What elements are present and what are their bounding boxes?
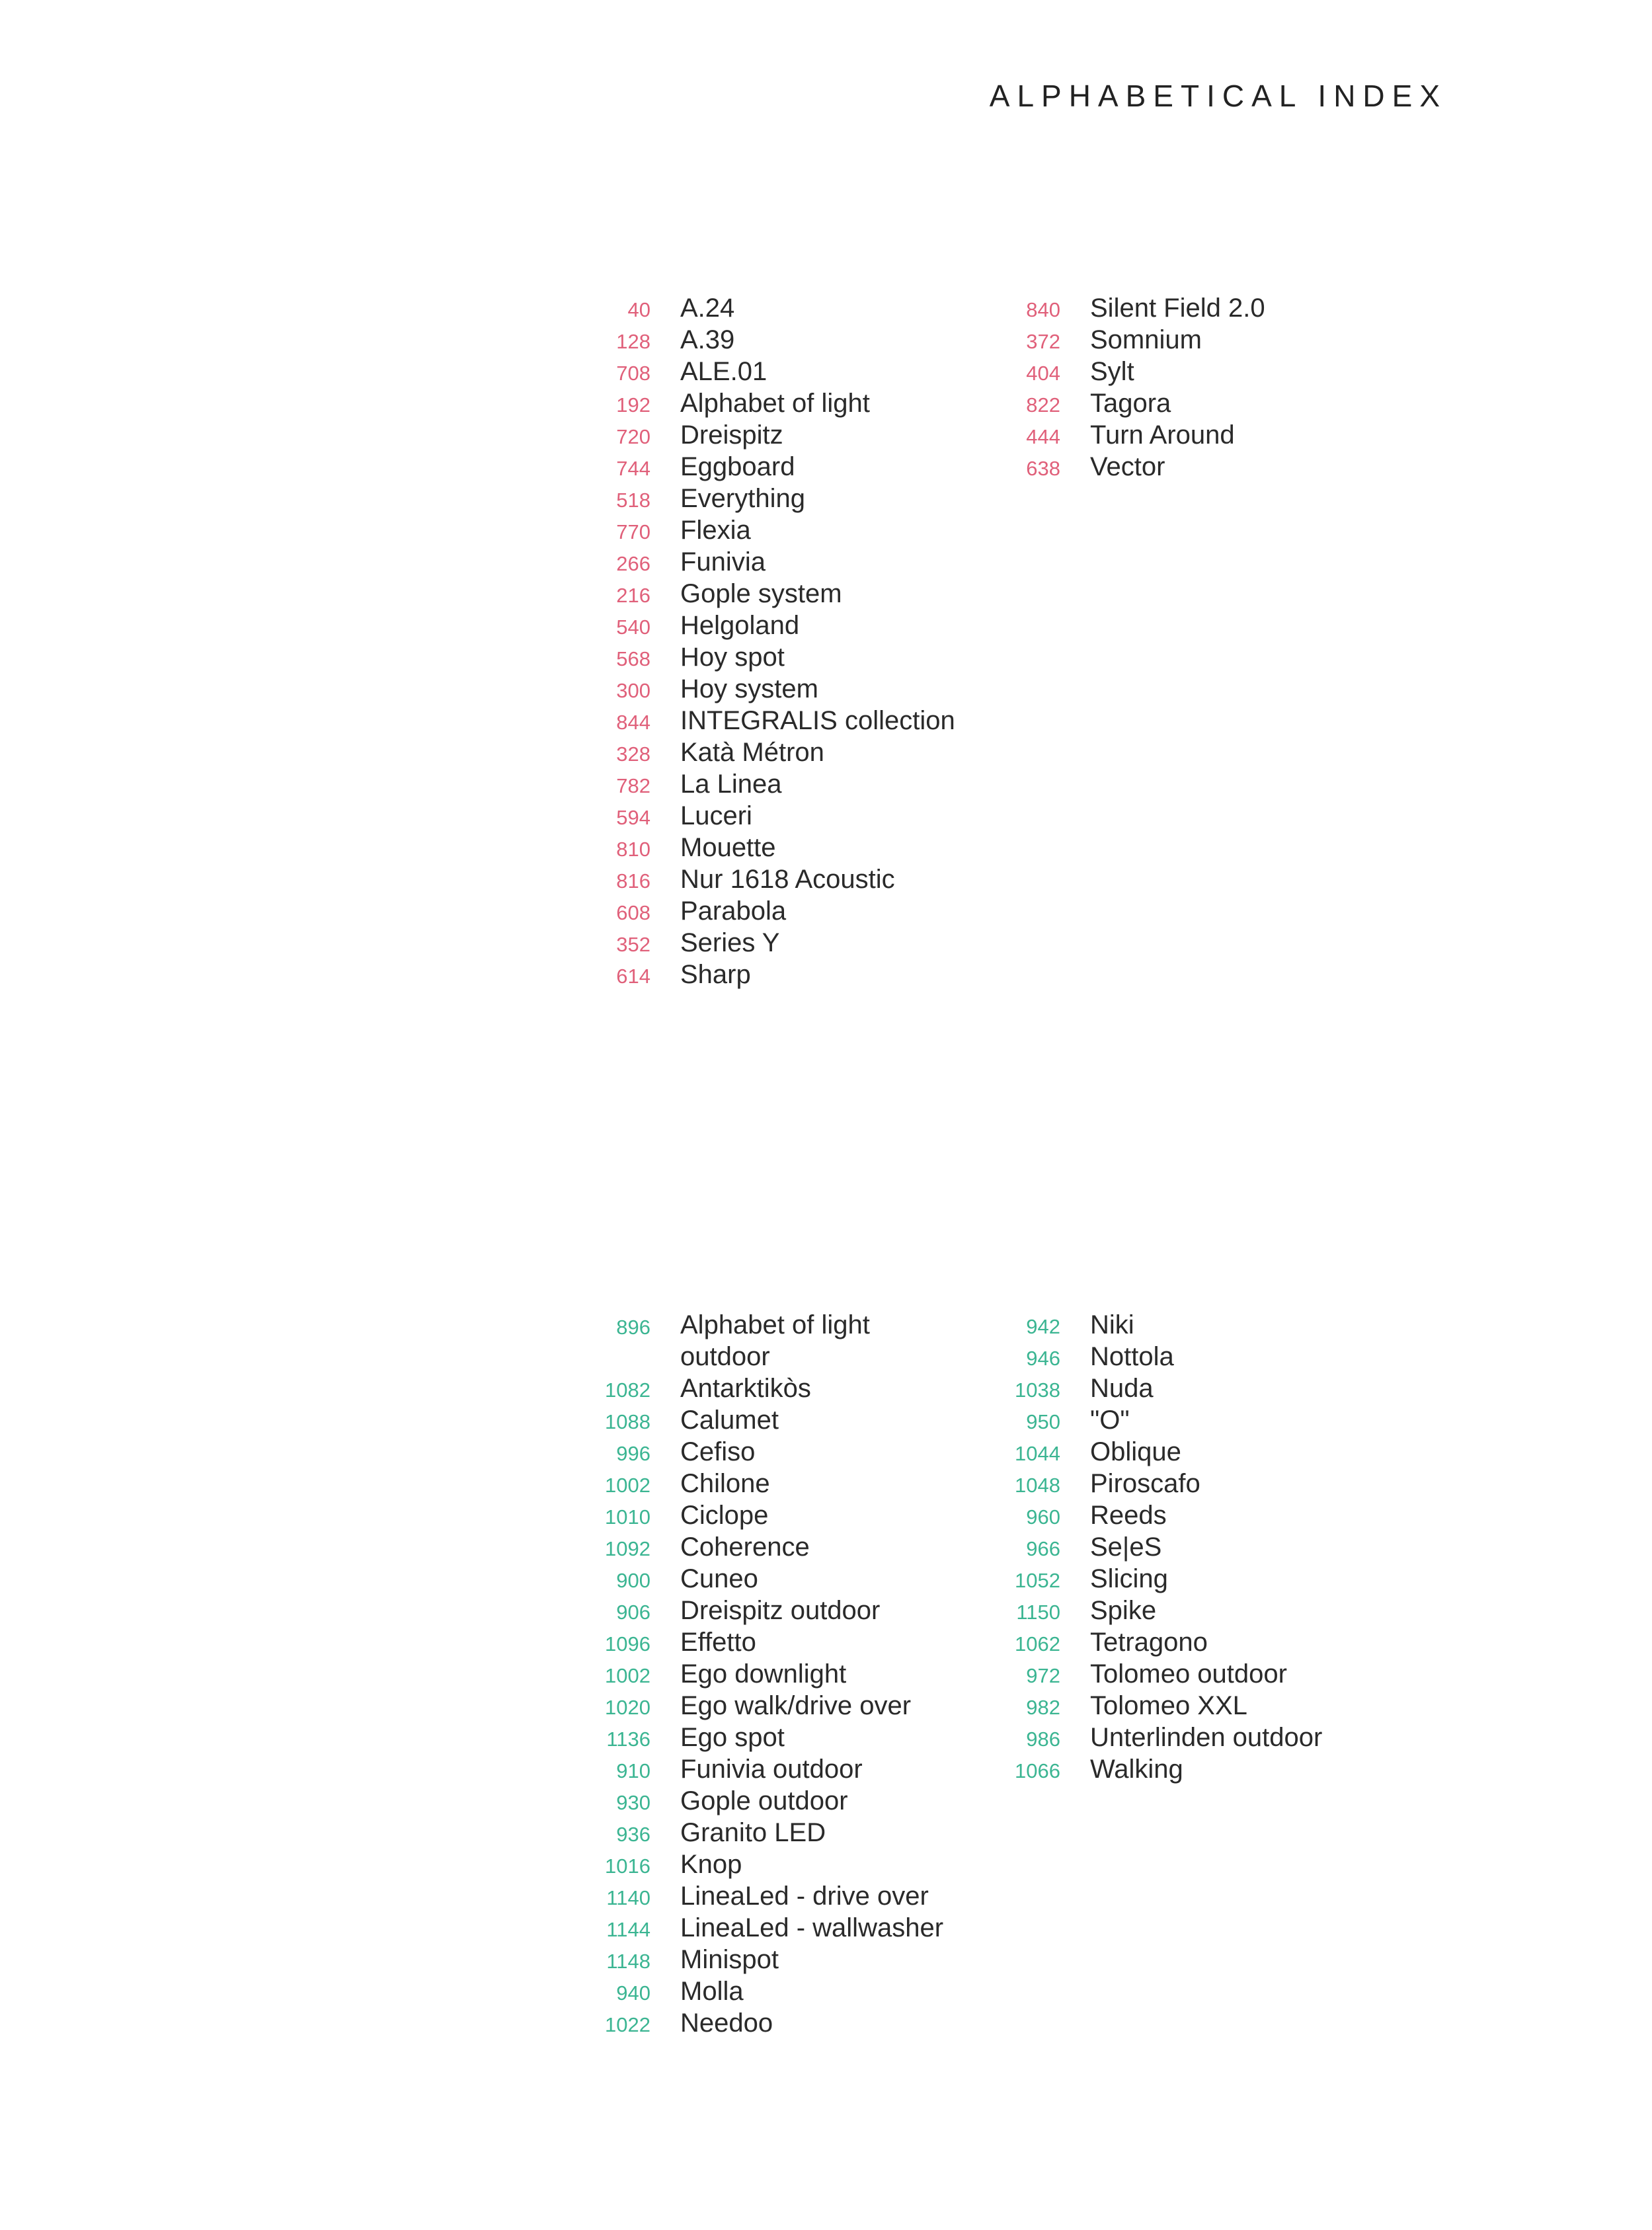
index-page-number: 568 <box>616 647 650 670</box>
index-entry[interactable] <box>1009 1373 1405 1404</box>
index-page-number: 844 <box>616 711 650 734</box>
index-product-name: Nottola <box>1090 1342 1174 1371</box>
index-page-number: 1052 <box>1015 1569 1060 1592</box>
index-page-number: 216 <box>616 584 650 607</box>
index-entry[interactable] <box>599 451 996 483</box>
index-product-name: Vector <box>1090 452 1165 481</box>
index-entry[interactable] <box>599 1658 996 1690</box>
index-entry[interactable] <box>599 1595 996 1626</box>
outdoor-index-right-column <box>1009 1309 1405 1785</box>
index-entry[interactable] <box>1009 451 1405 483</box>
index-entry[interactable] <box>1009 292 1405 324</box>
index-product-name: Gople outdoor <box>680 1786 848 1815</box>
index-entry[interactable] <box>599 1436 996 1468</box>
index-entry[interactable] <box>1009 356 1405 387</box>
index-page-number: 1092 <box>605 1537 650 1560</box>
index-page-number: 906 <box>616 1601 650 1624</box>
index-entry[interactable] <box>1009 1341 1405 1373</box>
index-product-name: Funivia outdoor <box>680 1755 863 1784</box>
index-product-name: Eggboard <box>680 452 795 481</box>
indoor-index-right-column <box>1009 292 1405 483</box>
index-page-number: 910 <box>616 1759 650 1782</box>
index-entry[interactable] <box>599 641 996 673</box>
index-product-name: Ciclope <box>680 1501 769 1530</box>
index-entry[interactable] <box>1009 1531 1405 1563</box>
index-product-name: Luceri <box>680 801 752 830</box>
index-page-number: 942 <box>1026 1315 1060 1338</box>
index-page-number: 300 <box>616 679 650 702</box>
index-page-number: 266 <box>616 552 650 575</box>
index-entry[interactable] <box>1009 1499 1405 1531</box>
index-product-name: Mouette <box>680 833 776 862</box>
index-product-name: Series Y <box>680 928 780 957</box>
indoor-index-left-column <box>599 292 996 990</box>
index-product-name: Tolomeo outdoor <box>1090 1659 1287 1689</box>
index-product-name: Niki <box>1090 1310 1134 1339</box>
index-entry[interactable] <box>599 610 996 641</box>
index-entry[interactable] <box>1009 1658 1405 1690</box>
index-product-name: Funivia <box>680 547 766 577</box>
index-product-name: Helgoland <box>680 611 800 640</box>
index-product-name: Dreispitz <box>680 420 783 450</box>
index-entry[interactable] <box>599 705 996 737</box>
index-page-number: 1020 <box>605 1696 650 1719</box>
index-entry[interactable] <box>1009 1690 1405 1722</box>
index-entry[interactable] <box>1009 1404 1405 1436</box>
index-entry[interactable] <box>599 832 996 863</box>
index-entry[interactable] <box>599 356 996 387</box>
index-entry[interactable] <box>599 1468 996 1499</box>
index-page-number: 614 <box>616 965 650 988</box>
index-product-name: Spike <box>1090 1596 1157 1625</box>
index-product-name: Walking <box>1090 1755 1183 1784</box>
index-product-name: Turn Around <box>1090 420 1235 450</box>
index-page-number: 972 <box>1026 1664 1060 1687</box>
index-entry[interactable] <box>599 1944 996 1975</box>
outdoor-index-left-column <box>599 1309 996 2039</box>
index-product-name: Chilone <box>680 1469 770 1498</box>
index-page-number: 996 <box>616 1442 650 1465</box>
index-product-name: Tolomeo XXL <box>1090 1691 1247 1720</box>
index-entry[interactable] <box>599 1722 996 1753</box>
index-product-name: Alphabet of light outdoor <box>680 1310 870 1371</box>
index-product-name: Slicing <box>1090 1564 1168 1593</box>
index-page-number: 960 <box>1026 1505 1060 1529</box>
index-entry[interactable] <box>599 895 996 927</box>
index-entry[interactable] <box>599 1373 996 1404</box>
index-page-number: 982 <box>1026 1696 1060 1719</box>
index-product-name: Coherence <box>680 1533 810 1562</box>
index-page-number: 986 <box>1026 1728 1060 1751</box>
index-product-name: Calumet <box>680 1406 779 1435</box>
index-page-number: 638 <box>1026 457 1060 480</box>
index-entry[interactable] <box>599 737 996 768</box>
index-product-name: Everything <box>680 484 805 513</box>
index-product-name: Cuneo <box>680 1564 758 1593</box>
index-entry[interactable] <box>1009 324 1405 356</box>
index-product-name: A.24 <box>680 294 735 323</box>
index-product-name: Needoo <box>680 2009 773 2038</box>
index-page-number: 782 <box>616 774 650 797</box>
index-entry[interactable] <box>599 1880 996 1912</box>
index-page-number: 950 <box>1026 1410 1060 1433</box>
index-page-number: 896 <box>616 1316 650 1339</box>
index-page-number: 518 <box>616 489 650 512</box>
index-page-number: 966 <box>1026 1537 1060 1560</box>
index-page-number: 192 <box>616 393 650 417</box>
index-product-name: Ego downlight <box>680 1659 847 1689</box>
index-product-name: Antarktikòs <box>680 1374 811 1403</box>
index-product-name: A.39 <box>680 325 735 354</box>
index-page-number: 1136 <box>606 1728 650 1751</box>
index-page-number: 770 <box>616 520 650 543</box>
index-product-name: Tetragono <box>1090 1628 1208 1657</box>
index-product-name: Katà Métron <box>680 738 824 767</box>
index-product-name: Tagora <box>1090 389 1171 418</box>
index-entry[interactable] <box>1009 1309 1405 1341</box>
index-product-name: Parabola <box>680 896 787 926</box>
index-entry[interactable] <box>599 1499 996 1531</box>
index-entry[interactable] <box>599 1531 996 1563</box>
index-product-name: "O" <box>1090 1406 1130 1435</box>
index-entry[interactable] <box>1009 1436 1405 1468</box>
index-product-name: Se|eS <box>1090 1533 1162 1562</box>
index-page-number: 540 <box>616 616 650 639</box>
index-entry[interactable] <box>599 959 996 990</box>
index-entry[interactable] <box>599 324 996 356</box>
index-page-number: 1140 <box>606 1886 650 1909</box>
index-entry[interactable] <box>599 292 996 324</box>
index-page-number: 816 <box>616 869 650 893</box>
index-page-number: 1082 <box>605 1378 650 1402</box>
index-entry[interactable] <box>599 768 996 800</box>
index-product-name: Ego spot <box>680 1723 785 1752</box>
index-page-number: 810 <box>616 838 650 861</box>
index-page-number: 900 <box>616 1569 650 1592</box>
index-entry[interactable] <box>599 673 996 705</box>
index-page-number: 1002 <box>605 1664 650 1687</box>
index-page-number: 444 <box>1026 425 1060 448</box>
index-page-number: 352 <box>616 933 650 956</box>
index-product-name: Knop <box>680 1850 742 1879</box>
index-page-number: 1062 <box>1015 1632 1060 1655</box>
index-product-name: Nur 1618 Acoustic <box>680 865 895 894</box>
index-page-number: 1096 <box>605 1632 650 1655</box>
index-page-number: 840 <box>1026 298 1060 321</box>
index-entry[interactable] <box>1009 1753 1405 1785</box>
index-page-number: 594 <box>616 806 650 829</box>
index-page-number: 1066 <box>1015 1759 1060 1782</box>
index-entry[interactable] <box>599 1626 996 1658</box>
index-product-name: La Linea <box>680 770 782 799</box>
index-page-number: 936 <box>616 1823 650 1846</box>
index-product-name: Reeds <box>1090 1501 1167 1530</box>
index-product-name: Somnium <box>1090 325 1202 354</box>
index-page-number: 128 <box>616 330 650 353</box>
index-product-name: Piroscafo <box>1090 1469 1200 1498</box>
index-page-number: 328 <box>616 742 650 766</box>
index-product-name: Molla <box>680 1977 744 2006</box>
index-product-name: Hoy system <box>680 674 818 703</box>
index-product-name: Granito LED <box>680 1818 826 1847</box>
index-entry[interactable] <box>1009 1595 1405 1626</box>
index-product-name: Sylt <box>1090 357 1134 386</box>
index-page-number: 1148 <box>606 1950 650 1973</box>
index-entry[interactable] <box>599 1404 996 1436</box>
index-product-name: Alphabet of light <box>680 389 870 418</box>
index-page-number: 1088 <box>605 1410 650 1433</box>
index-product-name: Unterlinden outdoor <box>1090 1723 1323 1752</box>
index-page-number: 1044 <box>1015 1442 1060 1465</box>
index-entry[interactable] <box>599 1309 996 1373</box>
index-page-number: 940 <box>616 1981 650 2005</box>
index-product-name: Ego walk/drive over <box>680 1691 912 1720</box>
index-product-name: LineaLed - wallwasher <box>680 1913 944 1942</box>
index-entry[interactable] <box>599 1563 996 1595</box>
index-entry[interactable] <box>1009 1563 1405 1595</box>
index-entry[interactable] <box>599 578 996 610</box>
index-product-name: Flexia <box>680 516 751 545</box>
index-product-name: Hoy spot <box>680 643 785 672</box>
index-entry[interactable] <box>599 1975 996 2007</box>
index-page-number: 708 <box>616 362 650 385</box>
index-page-number: 1048 <box>1015 1474 1060 1497</box>
index-product-name: Dreispitz outdoor <box>680 1596 881 1625</box>
index-entry[interactable] <box>1009 1468 1405 1499</box>
index-entry[interactable] <box>1009 1722 1405 1753</box>
index-entry[interactable] <box>599 1817 996 1849</box>
index-page-number: 1022 <box>605 2013 650 2036</box>
index-page-number: 1144 <box>606 1918 650 1941</box>
index-product-name: Silent Field 2.0 <box>1090 294 1265 323</box>
index-entry[interactable] <box>599 546 996 578</box>
index-product-name: Effetto <box>680 1628 756 1657</box>
index-page-number: 1038 <box>1015 1378 1060 1402</box>
index-entry[interactable] <box>599 1912 996 1944</box>
index-page-number: 822 <box>1026 393 1060 417</box>
index-entry[interactable] <box>599 1690 996 1722</box>
index-page-number: 946 <box>1026 1347 1060 1370</box>
index-page-number: 1010 <box>605 1505 650 1529</box>
index-product-name: Cefiso <box>680 1437 756 1466</box>
index-page-number: 1150 <box>1016 1601 1060 1624</box>
index-page-number: 720 <box>616 425 650 448</box>
index-page-number: 1016 <box>605 1854 650 1878</box>
index-page-number: 744 <box>616 457 650 480</box>
index-entry[interactable] <box>599 800 996 832</box>
index-entry[interactable] <box>1009 1626 1405 1658</box>
index-page-number: 1002 <box>605 1474 650 1497</box>
index-entry[interactable] <box>599 927 996 959</box>
page-title: ALPHABETICAL INDEX <box>989 79 1447 113</box>
index-product-name: LineaLed - drive over <box>680 1882 929 1911</box>
index-page-number: 40 <box>627 298 650 321</box>
index-entry[interactable] <box>599 2007 996 2039</box>
index-product-name: Minispot <box>680 1945 779 1974</box>
index-page-number: 930 <box>616 1791 650 1814</box>
index-entry[interactable] <box>599 863 996 895</box>
index-entry[interactable] <box>599 387 996 419</box>
index-entry[interactable] <box>599 483 996 514</box>
index-product-name: INTEGRALIS collection <box>680 706 955 735</box>
index-product-name: Nuda <box>1090 1374 1154 1403</box>
index-product-name: Oblique <box>1090 1437 1181 1466</box>
index-page-number: 608 <box>616 901 650 924</box>
index-product-name: ALE.01 <box>680 357 767 386</box>
index-entry[interactable] <box>1009 387 1405 419</box>
index-entry[interactable] <box>599 514 996 546</box>
index-entry[interactable] <box>599 1785 996 1817</box>
index-product-name: Gople system <box>680 579 842 608</box>
index-entry[interactable] <box>599 419 996 451</box>
index-entry[interactable] <box>1009 419 1405 451</box>
index-product-name: Sharp <box>680 960 751 989</box>
index-page-number: 404 <box>1026 362 1060 385</box>
index-entry[interactable] <box>599 1753 996 1785</box>
index-page-number: 372 <box>1026 330 1060 353</box>
index-entry[interactable] <box>599 1849 996 1880</box>
